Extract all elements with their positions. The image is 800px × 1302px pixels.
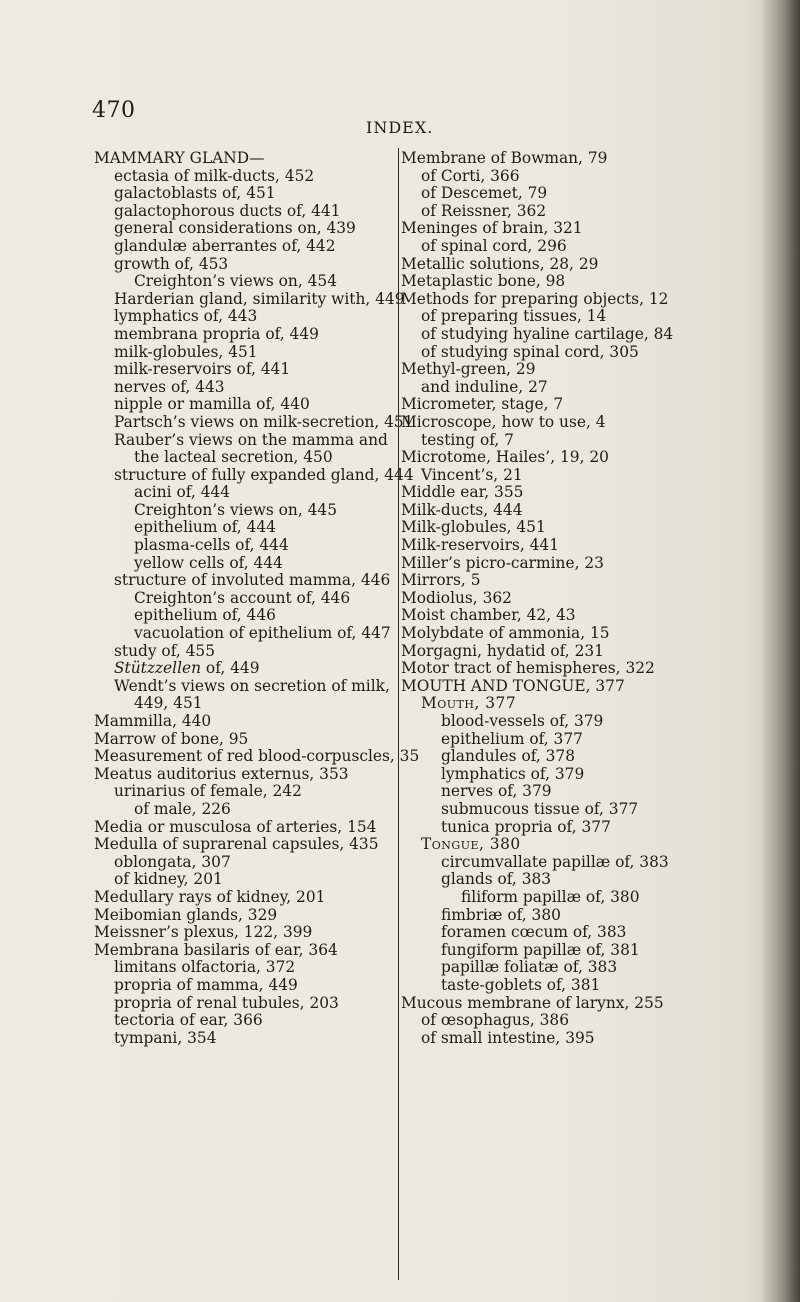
index-entry: Marrow of bone, 95 — [94, 729, 249, 748]
index-entry: of kidney, 201 — [114, 870, 223, 889]
index-entry: MOUTH AND TONGUE, 377 — [401, 676, 625, 695]
index-entry: Middle ear, 355 — [401, 483, 524, 502]
index-entry: Mouth, 377 — [421, 694, 517, 713]
index-entry: Micrometer, stage, 7 — [401, 395, 564, 414]
index-entry: Microscope, how to use, 4 — [401, 412, 606, 431]
index-entry: Membrane of Bowman, 79 — [401, 149, 608, 167]
index-entry: Measurement of red blood-corpuscles, 35 — [94, 747, 420, 766]
index-entry: Molybdate of ammonia, 15 — [401, 624, 610, 643]
index-entry: Mucous membrane of larynx, 255 — [401, 993, 664, 1012]
index-entry: lymphatics of, 443 — [114, 307, 258, 326]
index-entry: circumvallate papillæ of, 383 — [441, 852, 669, 871]
index-entry: of Reissner, 362 — [421, 201, 547, 220]
index-entry: Harderian gland, similarity with, 449 — [114, 289, 405, 308]
index-entry: galactoblasts of, 451 — [114, 184, 276, 203]
index-entry: acini of, 444 — [134, 483, 231, 502]
index-entry: of spinal cord, 296 — [421, 236, 567, 255]
index-entry: Media or musculosa of arteries, 154 — [94, 817, 377, 836]
index-entry: glands of, 383 — [441, 870, 552, 889]
index-entry: Miller’s picro-carmine, 23 — [401, 553, 604, 572]
running-head: INDEX. — [366, 118, 434, 137]
index-entry: filiform papillæ of, 380 — [461, 887, 640, 906]
index-entry: Vincent’s, 21 — [421, 465, 523, 484]
index-entry: of Descemet, 79 — [421, 184, 548, 203]
index-entry: epithelium of, 444 — [134, 518, 276, 537]
index-entry: Membrana basilaris of ear, 364 — [94, 940, 338, 959]
index-entry: Medulla of suprarenal capsules, 435 — [94, 835, 379, 854]
index-entry: Methyl-green, 29 — [401, 360, 536, 379]
index-entry: submucous tissue of, 377 — [441, 799, 639, 818]
index-entry: Milk-globules, 451 — [401, 518, 546, 537]
index-entry: general considerations on, 439 — [114, 219, 356, 238]
index-entry: Meatus auditorius externus, 353 — [94, 764, 349, 783]
index-entry: glandulæ aberrantes of, 442 — [114, 236, 336, 255]
index-column-right — [398, 148, 761, 1280]
index-entry: Tongue, 380 — [421, 835, 521, 854]
index-entry: Meissner’s plexus, 122, 399 — [94, 923, 313, 942]
index-entry: Creighton’s views on, 445 — [134, 500, 338, 519]
index-entry: tectoria of ear, 366 — [114, 1011, 263, 1030]
index-entry: epithelium of, 446 — [134, 606, 276, 625]
index-entry: Mammilla, 440 — [94, 712, 212, 730]
index-entry: Meibomian glands, 329 — [94, 905, 278, 924]
index-entry: Creighton’s views on, 454 — [134, 272, 338, 291]
index-entry: limitans olfactoria, 372 — [114, 958, 296, 977]
index-entry: oblongata, 307 — [114, 852, 231, 871]
page-number: 470 — [92, 98, 136, 123]
index-entry: tympani, 354 — [114, 1028, 217, 1047]
index-entry: vacuolation of epithelium of, 447 — [134, 624, 391, 643]
index-entry: and induline, 27 — [421, 377, 548, 396]
index-entry: Partsch’s views on milk-secretion, 451 — [114, 412, 414, 431]
index-entry: Stützzellen of, 449 — [114, 659, 260, 678]
index-entry: Moist chamber, 42, 43 — [401, 606, 576, 625]
index-entry: of preparing tissues, 14 — [421, 307, 607, 326]
index-entry: galactophorous ducts of, 441 — [114, 201, 341, 220]
index-entry: taste-goblets of, 381 — [441, 975, 601, 994]
index-entry: Milk-ducts, 444 — [401, 500, 523, 519]
index-entry: of œsophagus, 386 — [421, 1011, 569, 1030]
index-entry: of male, 226 — [134, 799, 231, 818]
index-entry: Wendt’s views on secretion of milk, — [114, 676, 390, 695]
index-entry: Milk-reservoirs, 441 — [401, 536, 559, 555]
italic-term: Stützzellen — [114, 659, 202, 678]
index-entry: milk-globules, 451 — [114, 342, 258, 361]
index-entry: Mirrors, 5 — [401, 571, 481, 590]
index-entry: propria of renal tubules, 203 — [114, 993, 339, 1012]
index-column-left — [94, 149, 420, 1047]
index-entry: epithelium of, 377 — [441, 729, 583, 748]
index-entry: of studying spinal cord, 305 — [421, 342, 639, 361]
book-spine-shadow — [760, 0, 800, 1302]
index-entry: nerves of, 443 — [114, 377, 225, 396]
index-entry: Methods for preparing objects, 12 — [401, 289, 669, 308]
index-entry: MAMMARY GLAND— — [94, 149, 265, 167]
index-entry: membrana propria of, 449 — [114, 324, 319, 343]
index-entry: Microtome, Hailes’, 19, 20 — [401, 448, 609, 467]
index-entry: the lacteal secretion, 450 — [134, 448, 333, 467]
index-entry: of small intestine, 395 — [421, 1028, 595, 1047]
index-entry: Morgagni, hydatid of, 231 — [401, 641, 604, 660]
index-entry: glandules of, 378 — [441, 747, 576, 766]
index-entry: foramen cœcum of, 383 — [441, 923, 627, 942]
index-entry: plasma-cells of, 444 — [134, 536, 289, 555]
index-entry: ectasia of milk-ducts, 452 — [114, 166, 315, 185]
index-entry: study of, 455 — [114, 641, 216, 660]
index-entry: Motor tract of hemispheres, 322 — [401, 659, 655, 678]
index-entry: lymphatics of, 379 — [441, 764, 585, 783]
index-entry: of studying hyaline cartilage, 84 — [421, 324, 674, 343]
index-entry: papillæ foliatæ of, 383 — [441, 958, 618, 977]
index-entry: nerves of, 379 — [441, 782, 552, 801]
index-entry: blood-vessels of, 379 — [441, 712, 604, 730]
index-entry: Rauber’s views on the mamma and — [114, 430, 388, 449]
index-entry: Metallic solutions, 28, 29 — [401, 254, 599, 273]
index-entry: milk-reservoirs of, 441 — [114, 360, 291, 379]
index-entry: structure of fully expanded gland, 444 — [114, 465, 414, 484]
index-entry: fungiform papillæ of, 381 — [441, 940, 640, 959]
index-entry: urinarius of female, 242 — [114, 782, 302, 801]
index-entry: fimbriæ of, 380 — [441, 905, 561, 924]
index-entry: Medullary rays of kidney, 201 — [94, 887, 326, 906]
index-entry: nipple or mamilla of, 440 — [114, 395, 310, 414]
index-entry: tunica propria of, 377 — [441, 817, 611, 836]
index-entry: Metaplastic bone, 98 — [401, 272, 566, 291]
index-entry: propria of mamma, 449 — [114, 975, 298, 994]
index-entry: 449, 451 — [134, 694, 203, 713]
index-entry: of Corti, 366 — [421, 166, 520, 185]
index-entry: structure of involuted mamma, 446 — [114, 571, 391, 590]
index-entry: testing of, 7 — [421, 430, 514, 449]
index-entry: Creighton’s account of, 446 — [134, 588, 351, 607]
index-entry: Modiolus, 362 — [401, 588, 512, 607]
index-entry: yellow cells of, 444 — [134, 553, 283, 572]
index-entry: growth of, 453 — [114, 254, 229, 273]
index-entry: Meninges of brain, 321 — [401, 219, 583, 238]
